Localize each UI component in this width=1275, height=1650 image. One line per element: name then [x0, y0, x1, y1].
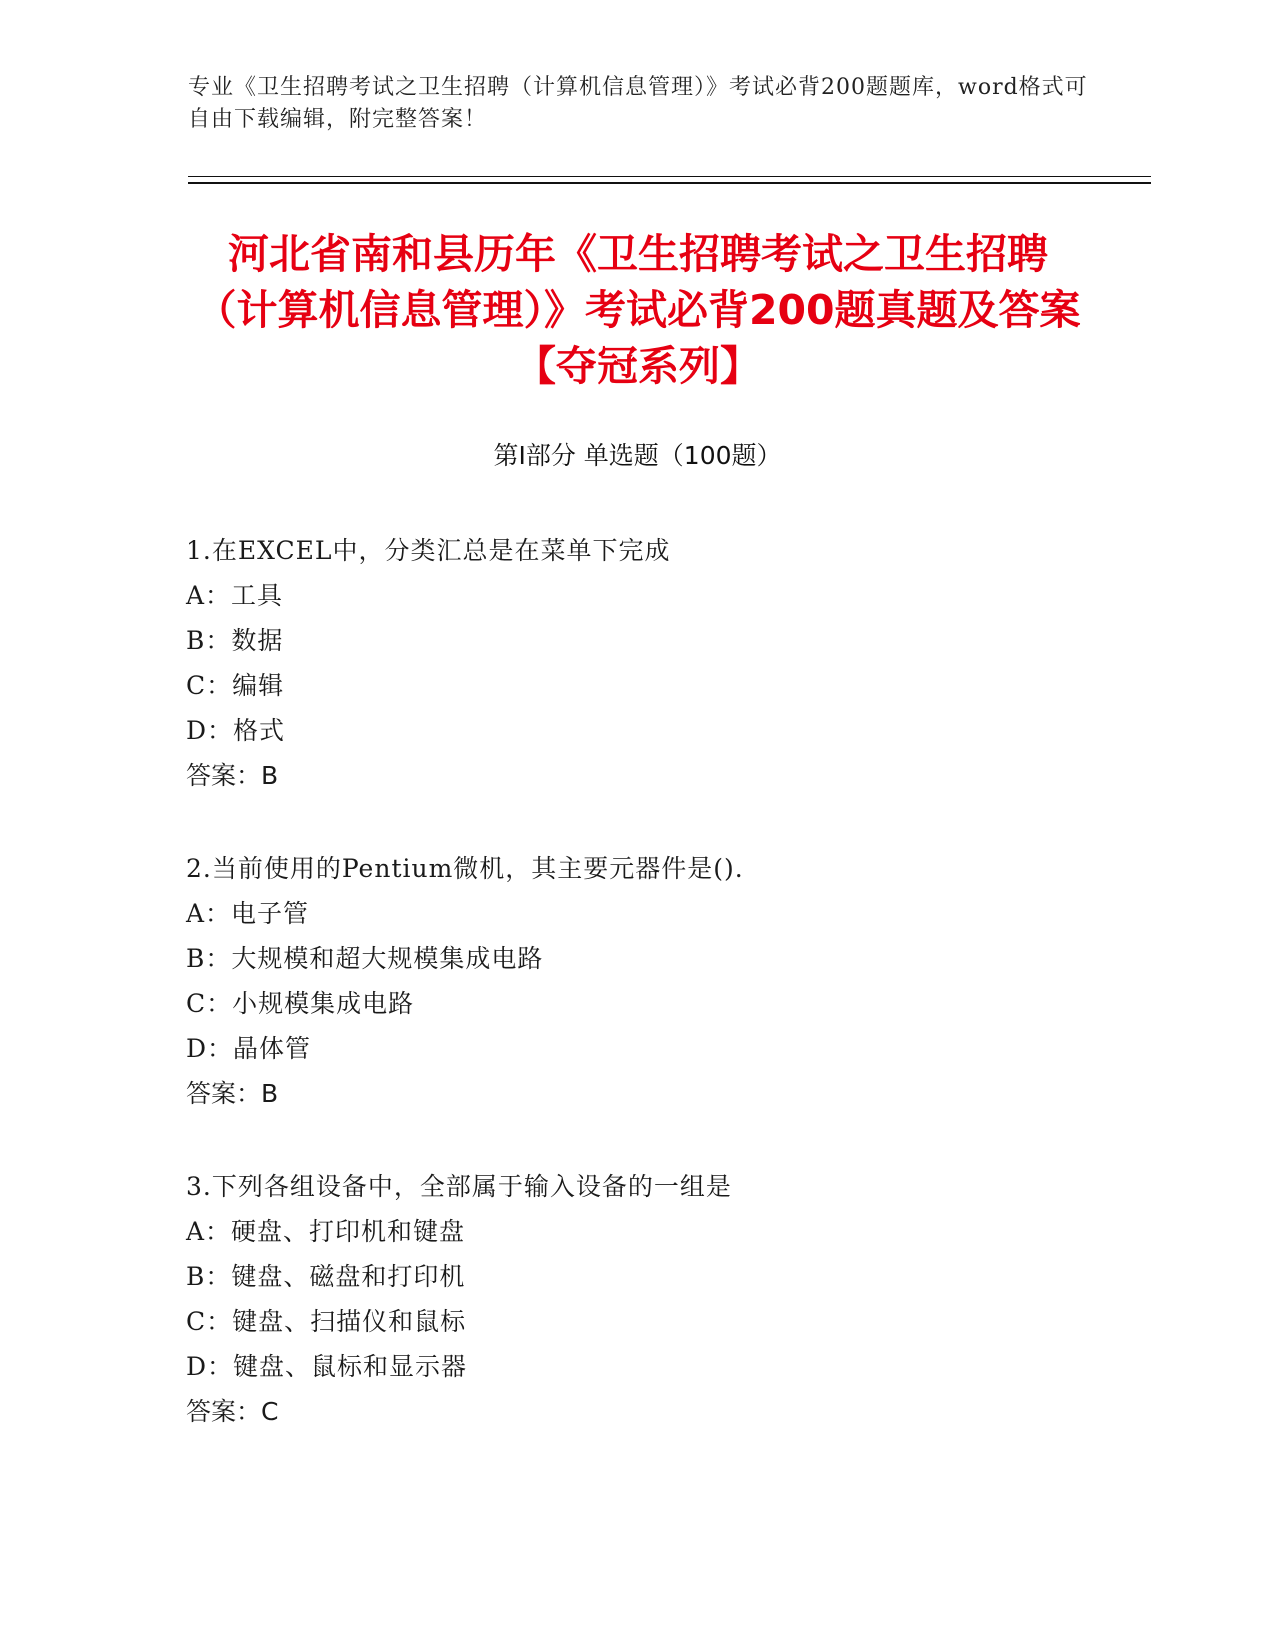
question-stem: 1.在EXCEL中，分类汇总是在菜单下完成 [186, 536, 671, 565]
question-2 [186, 846, 1146, 1116]
section-title: 第Ⅰ部分 单选题（100题） [493, 441, 782, 470]
header-note: 专业《卫生招聘考试之卫生招聘（计算机信息管理）》考试必背200题题库，word格式可自由下载编辑，附完整答案！ [188, 75, 1088, 132]
option-c: C：编辑 [186, 671, 285, 700]
option-a: A：硬盘、打印机和键盘 [186, 1217, 466, 1246]
option-a: A：电子管 [186, 899, 310, 928]
header-divider-bottom [188, 182, 1151, 184]
answer: 答案：B [186, 761, 279, 790]
option-c: C：小规模集成电路 [186, 989, 415, 1018]
document-title: 河北省南和县历年《卫生招聘考试之卫生招聘（计算机信息管理）》考试必背200题真题及答案【夺冠系列】 [195, 230, 1081, 390]
option-d: D：键盘、鼠标和显示器 [186, 1352, 468, 1381]
option-d: D：格式 [186, 716, 286, 745]
answer: 答案：B [186, 1079, 279, 1108]
answer: 答案：C [186, 1397, 279, 1426]
question-stem: 3.下列各组设备中，全部属于输入设备的一组是 [186, 1172, 732, 1201]
option-c: C：键盘、扫描仪和鼠标 [186, 1307, 467, 1336]
question-list [186, 528, 1146, 1482]
question-1 [186, 528, 1146, 798]
option-b: B：大规模和超大规模集成电路 [186, 944, 544, 973]
question-stem: 2.当前使用的Pentium微机，其主要元器件是(). [186, 854, 744, 883]
header-divider-top [188, 176, 1151, 177]
option-b: B：数据 [186, 626, 284, 655]
question-3 [186, 1164, 1146, 1434]
option-a: A：工具 [186, 581, 284, 610]
option-b: B：键盘、磁盘和打印机 [186, 1262, 466, 1291]
option-d: D：晶体管 [186, 1034, 312, 1063]
